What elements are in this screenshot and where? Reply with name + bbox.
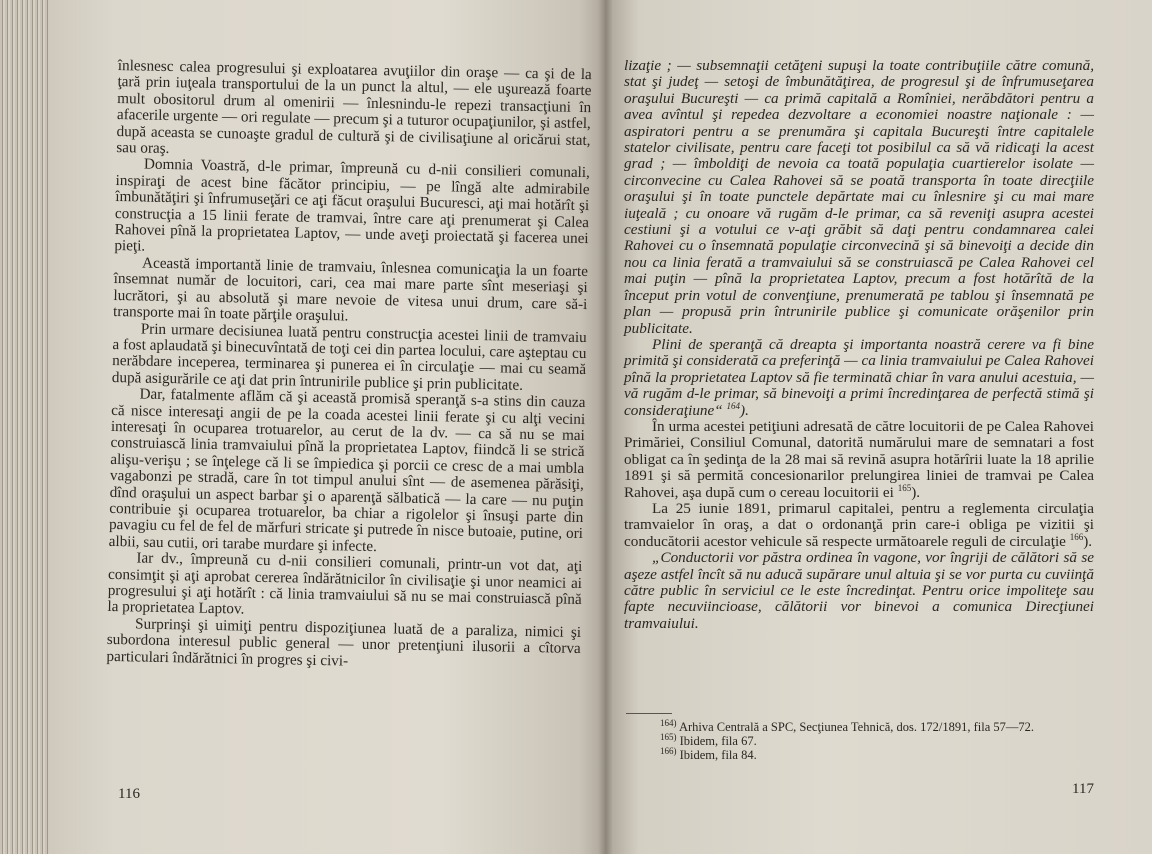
footnote	[624, 731, 1094, 748]
footnote-ref: 164	[726, 400, 741, 411]
right-page-text	[624, 58, 1094, 632]
footnote-ref: 165	[897, 482, 912, 493]
paragraph: înlesnesc calea progresului şi exploatarea avuţiilor din oraşe — ca şi de la ţară prin iuţeala transportului de la un punct la altul, — ele uşurează foarte mult obositorul drum al omenirii — înlesnindu-le repezi transacţiuni în afacerile urgente — ori regulate — precum şi a tuturor ocupaţiunilor, şi astfel, după aceasta se cunoaşte gradul de cultură şi de civilisaţiune al oricărui stat, sau oraş.	[116, 57, 592, 158]
footnote-text: Arhiva Centrală a SPC, Secţiunea Tehnică, dos. 172/1891, fila 57—72.	[678, 720, 1035, 734]
paragraph: Prin urmare decisiunea luată pentru construcţia acestei linii de tramvaiu a fost aplaudată şi binecuvîntată de toţi cei din partea locului, care aşteptau cu nerăbdare inceperea, terminarea şi punerea ei în circulaţie — mai cu seamă după asigurările ce aţi dat prin întrunirile publice şi prin publicitate.	[111, 319, 587, 394]
footnote-rule	[626, 713, 672, 714]
footnote	[624, 745, 1094, 762]
footnote-mark: 164)	[660, 717, 677, 728]
paragraph-text: La 25 iunie 1891, primarul capitalei, pentru a reglementa circulaţia tramvaielor în oraş, a dat o ordonanţă prin care-i obliga pe vizitii şi conducătorii acestor vehicule să respecte următoarele reguli de circulaţie	[624, 499, 1094, 550]
paragraph-text: În urma acestei petiţiuni adresată de către locuitorii de pe Calea Rahovei Primăriei, Consiliul Comunal, datorită numărului mare de semnatari a fost obligat ca în şedinţa de la 28 mai să revină asupra hotărîrii luate la 18 aprilie 1891 şi să permită concesionarilor prelungirea liniei de tramvai pe Calea Rahovei, aşa după cum o cereau locuitorii ei	[624, 417, 1094, 501]
paragraph: La 25 iunie 1891, primarul capitalei, pentru a reglementa circulaţia tramvaielor în oraş, a dat o ordonanţă prin care-i obliga pe vizitii şi conducătorii acestor vehicule să respecte următoarele reguli de circulaţie $^{166}$).	[624, 499, 1094, 550]
footnote-mark: 166)	[660, 745, 677, 756]
footnote-text: Ibidem, fila 67.	[679, 734, 757, 748]
paragraph: Iar dv., împreună cu d-nii consilieri comunali, printr-un vot dat, aţi consimţit şi aţi aprobat cererea îndărătnicilor în civilisaţie şi unor neamici ai progresului şi aţi hotărît : că linia tramvaiului să nu se mai construiască pînă la proprietatea Laptov.	[107, 549, 583, 618]
footnote	[624, 717, 1094, 734]
paragraph: Dar, fatalmente aflăm că şi această promisă speranţă s-a stins din cauza că nisce interesaţi angii de pe la coada acestei linii ferate şi cu alţi vecini interesaţi în ocuparea trotuarelor, au cerut de la dv. — ca să nu se mai construiască linia tramvaiului pînă la proprietatea Laptov, fiindcă li se strică alişu-verişu ; se înţelege că li se împiedica şi porcii ce cresc de a mai umbla vagabonzi pe stradă, care în tot timpul anului sînt — de asemenea părăsiţi, dînd oraşului un aspect barbar şi o aparenţă sălbatică — la care — nu puţin contribuie şi ocuparea trotuarelor, ba chiar a rigolelor şi însuşi parte din pavagiu cu fel de fel de mărfuri stricate şi putrede în nisce butoaie, putine, ori albii, sau cutii, ori tarabe murdare şi infecte.	[108, 385, 586, 555]
paragraph: În urma acestei petiţiuni adresată de către locuitorii de pe Calea Rahovei Primăriei, Consiliul Comunal, datorită numărului mare de semnatari a fost obligat ca în şedinţa de la 28 mai să revină asupra hotărîrii luate la 18 aprilie 1891 şi să permită concesionarilor prelungirea liniei de tramvai pe Calea Rahovei, aşa după cum o cereau locuitorii ei $^{165}$).	[624, 417, 1094, 501]
paragraph: „Conductorii vor păstra ordinea în vagone, vor îngriji de călători să se aşeze astfel încît să nu aducă supărare unul altuia şi se vor purta cu cuviinţă către public în serviciul ce le este încredinţat. Pentru orice impoliteţe sau fapte necuviincioase, călătorii vor binevoi a comunica Direcţiunei tramvaiului.	[624, 549, 1094, 632]
paragraph: lizaţie ; — subsemnaţii cetăţeni supuşi la toate contribuţiile către comună, stat şi judeţ — setoşi de îmbunătăţirea, de progresul şi de înfrumuseţarea oraşului Bucureşti — ca primă capitală a Romîniei, nerăbdători pentru a avea avîntul şi repedea dezvoltare a economiei noastre naţionale : — aspiratori pentru a se prenumăra şi capitala Bucureşti între capitalele statelor civilisate, pentru care faceţi tot posibilul ca să vă ridicaţi la acest grad ; — îmboldiţi de nevoia ca toată populaţia cuartierelor isolate — circonvecine cu Calea Rahovei să se poată transporta în toate direcţiile oraşului şi în toate punctele depărtate mai cu înlesnire şi cu mai mare iuţeală ; cu onoare vă rugăm d-le primar, ca să reveniţi asupra acestei cestiuni şi a votului ce v-aţi grăbit să daţi pentru condamnarea calei Rahovei cu o însemnată populaţie circonvecină şi să binevoiţi a decide din nou ca linia ferată a tramvaiului să se construiască pe Calea Rahovei cel mai puţin — pînă la proprietatea Laptov, precum a fost hotărîtă de la început prin votul de convenţiune, prenumerată pe tablou şi însemnată pe plan — propusă prin întrunirile publice şi comunicate orăşenilor prin publicitate.	[624, 57, 1094, 337]
footnote-text: Ibidem, fila 84.	[679, 748, 757, 762]
footnote-ref: 166	[1069, 531, 1084, 542]
paragraph: Această importantă linie de tramvaiu, înlesnea comunicaţia la un foarte însemnat număr de locuitori, cari, cea mai mare parte sînt meseriaşi şi lucrători, şi au absolută şi mare nevoie de vitesa unui drum, care să-i transporte mai în toate părţile oraşului.	[112, 254, 589, 325]
book-gutter	[598, 0, 614, 854]
paragraph: Surprinşi şi uimiţi pentru dispoziţiunea luată de a paraliza, nimici şi subordona interesul public general — unor pretenţiuni ilusorii a cîtorva particulari îndărătnici în progres şi civi-	[106, 615, 582, 670]
paragraph-text: Plini de speranţă că dreapta şi importanta noastră cerere va fi bine primită şi considerată ca preferinţă — ca linia tramvaiului pe Calea Rahovei pînă la proprietatea Laptov să fie terminată chiar în vara anului acestuia, — vă rugăm d-le primar, să binevoiţi a primi încredinţarea de perfectă stimă şi consideraţiune“	[624, 335, 1094, 419]
paragraph: Plini de speranţă că dreapta şi importanta noastră cerere va fi bine primită şi considerată ca preferinţă — ca linia tramvaiului pe Calea Rahovei pînă la proprietatea Laptov să fie terminată chiar în vara anului acestuia, — vă rugăm d-le primar, să binevoiţi a primi încredinţarea de perfectă stimă şi consideraţiune“ $^{164}$).	[624, 335, 1094, 419]
page-number-left: 116	[118, 786, 140, 802]
footnote-mark: 165)	[660, 731, 677, 742]
page-number-right: 117	[1072, 781, 1094, 797]
paragraph: Domnia Voastră, d-le primar, împreună cu d-nii consilieri comunali, inspiraţi de acest bine făcător principiu, — pe lîngă alte admirabile îmbunătăţiri şi înfrumuseţări ce aţi făcut oraşului Bucuresci, aţi mai hotărît şi construcţia a 15 linii ferate de tramvai, între care aţi prenumerat şi Calea Rahovei pînă la proprietatea Laptov, — unde aveţi proiectată şi facerea unei pieţi.	[114, 155, 591, 256]
footnotes	[624, 717, 1094, 762]
left-page-text	[106, 58, 592, 674]
